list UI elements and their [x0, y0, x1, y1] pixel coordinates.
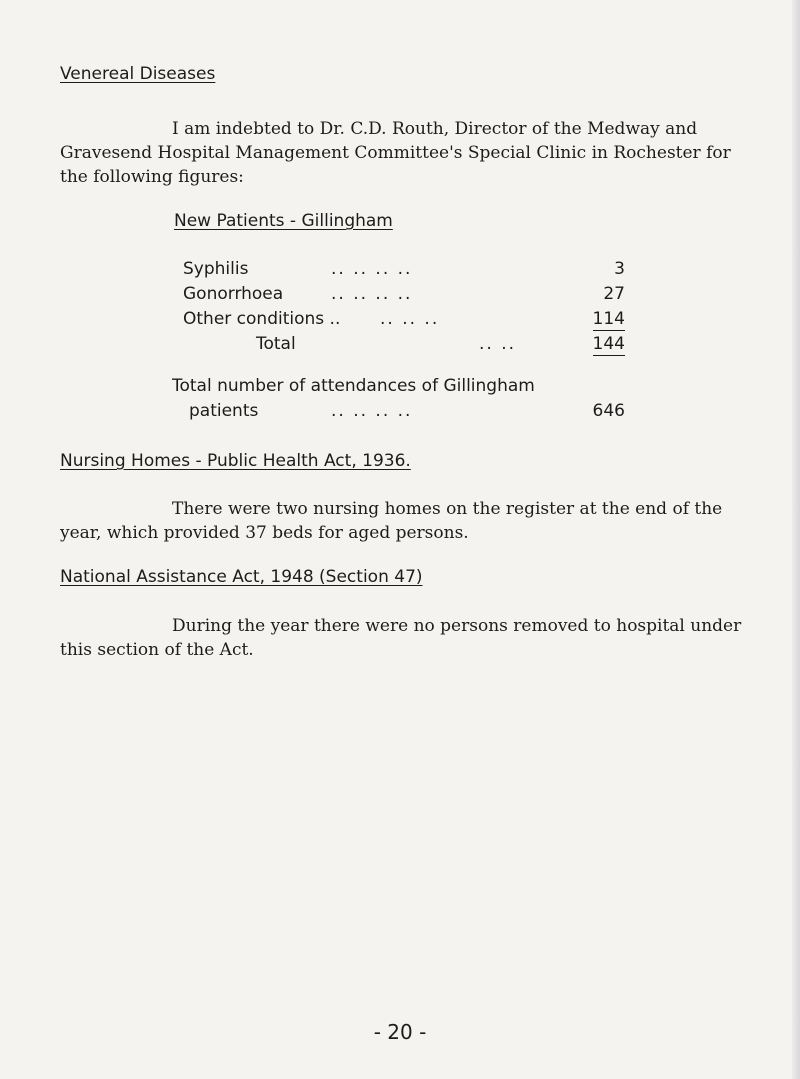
- row-value: 114: [592, 309, 625, 329]
- heading-new-patients: New Patients - Gillingham: [174, 211, 393, 231]
- table-total-row: [183, 334, 625, 358]
- attendances-value: 646: [592, 401, 625, 421]
- row-value: 3: [614, 259, 625, 279]
- heading-venereal-diseases: Venereal Diseases: [60, 64, 216, 84]
- nursing-paragraph: There were two nursing homes on the register at the end of the year, which provided 37 beds for aged persons.: [60, 499, 723, 543]
- attendances-text: Total number of attendances of Gillingham: [172, 376, 535, 396]
- heading-nursing-homes: Nursing Homes - Public Health Act, 1936.: [60, 451, 411, 471]
- leader-dots: .. .. .. ..: [331, 259, 413, 279]
- table-row: [183, 309, 625, 333]
- leader-dots: .. .. ..: [380, 309, 440, 329]
- heading-national-assistance: National Assistance Act, 1948 (Section 47): [60, 567, 423, 587]
- leader-dots: .. ..: [479, 334, 517, 354]
- page-number: - 20 -: [373, 1020, 427, 1044]
- row-value: 27: [603, 284, 625, 304]
- intro-paragraph: I am indebted to Dr. C.D. Routh, Director of the Medway and Gravesend Hospital Management Committee's Special Clinic in Rochester for the following figures:: [60, 119, 731, 187]
- leader-dots: .. .. .. ..: [331, 284, 413, 304]
- row-label: Other conditions ..: [183, 309, 341, 329]
- total-label: Total: [256, 334, 296, 354]
- total-value: 144: [592, 334, 625, 354]
- row-label: Syphilis: [183, 259, 249, 279]
- national-paragraph: During the year there were no persons removed to hospital under this section of the Act.: [60, 616, 742, 660]
- attendances-line-1: [172, 376, 625, 400]
- attendances-line-2: [183, 401, 625, 425]
- row-label: Gonorrhoea: [183, 284, 284, 304]
- attendances-patients: patients: [189, 401, 259, 421]
- table-row: [183, 284, 625, 308]
- leader-dots: .. .. .. ..: [331, 401, 413, 421]
- table-row: [183, 259, 625, 283]
- page-edge-shadow: [792, 0, 800, 1079]
